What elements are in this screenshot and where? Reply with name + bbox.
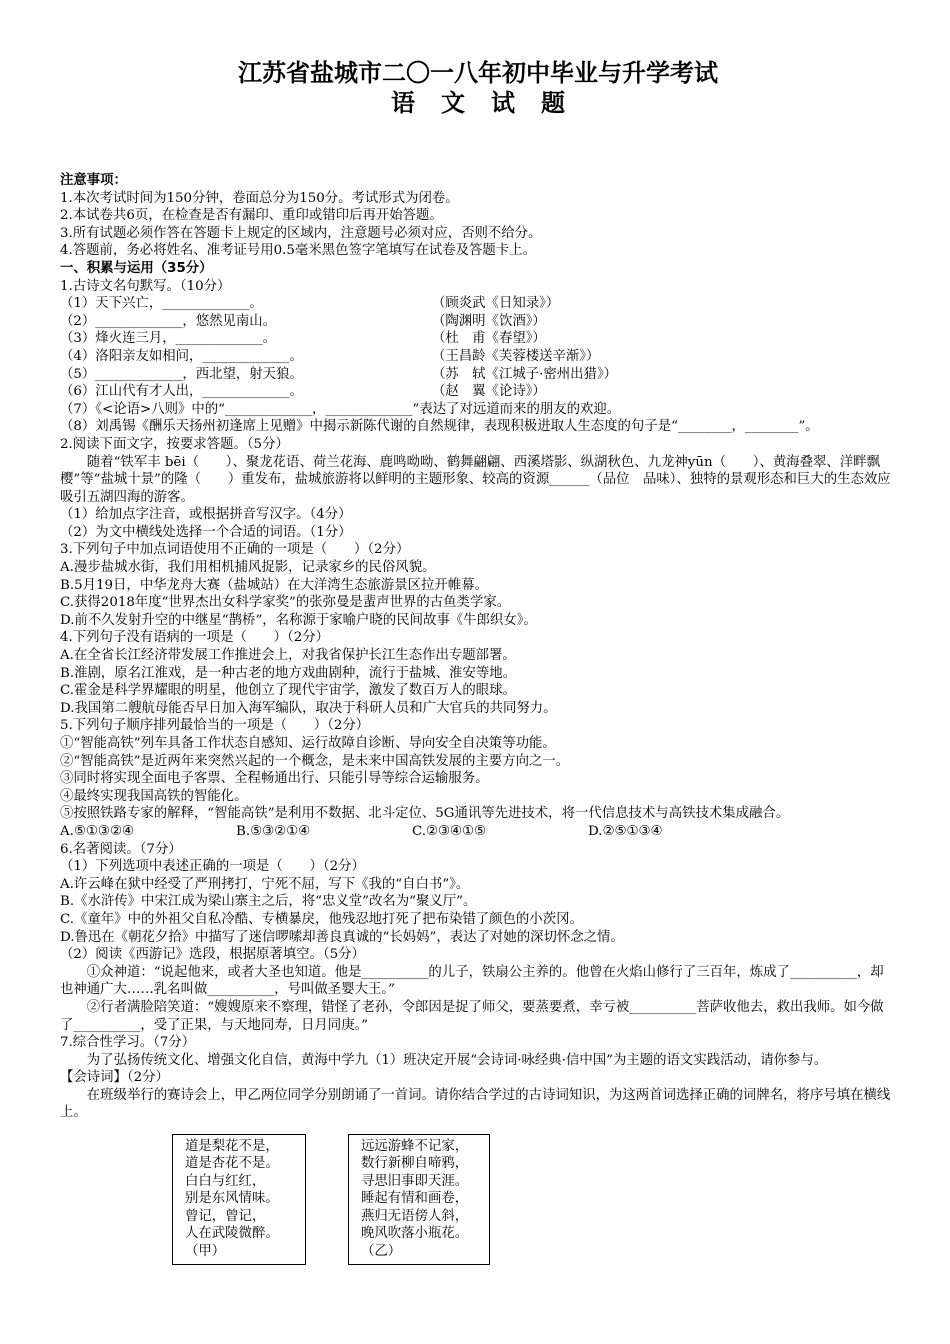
fill-paragraph: ②行者满脸陪笑道：“嫂嫂原来不察理，错怪了老孙，令郎因是捉了师父，要蒸要煮，幸亏被__________菩萨收他去，救出我师。如今做了__________，受了正果，与天地同寿，日月同庚。”: [60, 999, 884, 1033]
option-a: A.在全省长江经济带发展工作推进会上，对我省保护长江生态作出专题部署。: [60, 648, 516, 664]
question-stem: 4.下列句子没有语病的一项是（ ）（2分）: [60, 630, 330, 646]
recall-source: （王昌龄《芙蓉楼送辛渐》）: [432, 348, 600, 364]
option-d: D.前不久发射升空的中继星“鹊桥”，名称源于家喻户晓的民间故事《牛郎织女》。: [60, 612, 537, 628]
option-c: C.霍金是科学界耀眼的明星，他创立了现代宇宙学，激发了数百万人的眼球。: [60, 683, 516, 699]
part-label: 【会诗词】（2分）: [60, 1070, 169, 1086]
option-d: D.②⑤①③④: [588, 823, 663, 839]
recall-source: （陶渊明《饮酒》）: [432, 313, 546, 329]
recall-text: （2）_____________，悠然见南山。: [60, 313, 277, 329]
exam-title: 江苏省盐城市二〇一八年初中毕业与升学考试: [238, 59, 718, 87]
sentence-item: ②“智能高铁”是近两年来突然兴起的一个概念，是未来中国高铁发展的主要方向之一。: [60, 753, 570, 769]
option-c: C.《童年》中的外祖父自私冷酷、专横暴戾，他残忍地打死了把布染错了颜色的小茨冈。: [60, 911, 583, 927]
notice-heading: 注意事项：: [60, 173, 127, 188]
recall-source: （杜 甫《春望》）: [432, 331, 546, 347]
poem-line: 别是东风情味。: [185, 1191, 279, 1207]
poem-recall-item: [60, 348, 896, 366]
notice-item: 3.所有试题必须作答在答题卡上规定的区域内，注意题号必须对应，否则不给分。: [60, 225, 542, 241]
poem-box-a: [172, 1134, 306, 1265]
option-a: A.⑤①③②④: [60, 823, 134, 839]
sub-question: （2）为文中横线处选择一个合适的词语。（1分）: [60, 524, 352, 540]
poem-line: 晚风吹落小瓶花。: [361, 1226, 469, 1242]
recall-text: （4）洛阳亲友如相问，_____________。: [60, 348, 303, 364]
question-stem: 7.综合性学习。（7分）: [60, 1035, 196, 1051]
poem-line: 曾记，曾记，: [185, 1208, 266, 1224]
poem-recall-item: [60, 330, 896, 348]
poem-recall-item: [60, 313, 896, 331]
notice-item: 4.答题前，务必将姓名、准考证号用0.5毫米黑色签字笔填写在试卷及答题卡上。: [60, 243, 536, 259]
poem-recall-item: [60, 366, 896, 384]
poem-line: 远远游蜂不记家，: [361, 1139, 469, 1155]
poem-recall-item: （8）刘禹锡《酬乐天扬州初逢席上见赠》中揭示新陈代谢的自然规律，表现积极进取人生态度的句子是“________，________”。: [60, 419, 819, 435]
sub-question: （1）给加点字注音，或根据拼音写汉字。（4分）: [60, 507, 352, 523]
poem-recall-item: [60, 383, 896, 401]
recall-text: （6）江山代有才人出，_____________。: [60, 384, 303, 400]
question-stem: 2.阅读下面文字，按要求答题。（5分）: [60, 436, 289, 452]
question-stem: 6.名著阅读。（7分）: [60, 841, 182, 857]
reading-passage: 随着“铁军丰 bēi（ ）、聚龙花语、荷兰花海、鹿鸣呦呦、鹤舞翩翩、西溪塔影、纵湖秋色、九龙神yūn（ ）、黄海叠翠、洋畔飘樱”等“盐城十景”的隆（ ）重发布，盐城旅游将以鲜明的主题形象、较高的资源______（品位 品味）、独特的景观形态和巨大的生态效应吸引五湖四海的游客。: [60, 454, 891, 505]
part-text: 在班级举行的赛诗会上，甲乙两位同学分别朗诵了一首词。请你结合学过的古诗词知识，为这两首词选择正确的词牌名，将序号填在横线上。: [60, 1087, 891, 1121]
option-c: C.②③④①⑤: [412, 823, 487, 839]
notice-item: 2.本试卷共6页，在检查是否有漏印、重印或错印后再开始答题。: [60, 208, 443, 224]
option-b: B.淮剧，原名江淮戏，是一种古老的地方戏曲剧种，流行于盐城、淮安等地。: [60, 665, 516, 681]
poem-label: （乙）: [361, 1243, 402, 1259]
option-row: [60, 823, 896, 841]
poem-line: 人在武陵微醉。: [185, 1226, 279, 1242]
sentence-item: ③同时将实现全面电子客票、全程畅通出行、只能引导等综合运输服务。: [60, 771, 489, 787]
recall-text: （3）烽火连三月，_____________。: [60, 331, 277, 347]
exam-page: [60, 58, 896, 1265]
poem-line: 白白与红红，: [185, 1173, 266, 1189]
poem-line: 道是杏花不是。: [185, 1156, 279, 1172]
question-stem: 3.下列句子中加点词语使用不正确的一项是（ ）（2分）: [60, 542, 410, 558]
option-d: D.鲁迅在《朝花夕拾》中描写了迷信啰嗦却善良真诚的“长妈妈”，表达了对她的深切怀念之情。: [60, 929, 624, 945]
fill-paragraph: ①众神道：“说起他来，或者大圣也知道。他是__________的儿子，铁扇公主养的。他曾在火焰山修行了三百年，炼成了__________，却也神通广大……乳名叫做__________，号叫做圣婴大王。”: [60, 964, 884, 998]
poem-box-b: [348, 1134, 490, 1265]
option-b: B.《水浒传》中宋江成为梁山寨主之后，将“忠义堂”改名为“聚义厅”。: [60, 894, 477, 910]
option-a: A.许云峰在狱中经受了严刑拷打，宁死不屈，写下《我的“自白书”》。: [60, 876, 470, 892]
poem-line: 道是梨花不是，: [185, 1139, 279, 1155]
recall-text: （1）天下兴亡，_____________。: [60, 296, 263, 312]
sentence-item: ①“智能高铁”列车具备工作状态自感知、运行故障自诊断、导向安全自决策等功能。: [60, 736, 556, 751]
notice-item: 1.本次考试时间为150分钟，卷面总分为150分。考试形式为闭卷。: [60, 190, 459, 206]
option-d: D.我国第二艘航母能否早日加入海军编队，取决于科研人员和广大官兵的共同努力。: [60, 700, 557, 716]
recall-source: （赵 翼《论诗》）: [432, 384, 546, 400]
question-stem: 1.古诗文名句默写。（10分）: [60, 278, 231, 294]
poem-recall-item: （7）《<论语>八则》中的“_____________，_____________”表达了对远道而来的朋友的欢迎。: [60, 401, 621, 417]
sub-question: （2）阅读《西游记》选段，根据原著填空。（5分）: [60, 947, 365, 963]
sentence-item: ④最终实现我国高铁的智能化。: [60, 788, 248, 804]
activity-intro: 为了弘扬传统文化、增强文化自信，黄海中学九（1）班决定开展“会诗词·咏经典·信中国”为主题的语文实践活动，请你参与。: [86, 1052, 828, 1068]
poem-label: （甲）: [185, 1243, 226, 1259]
question-stem: 5.下列句子顺序排列最恰当的一项是（ ）（2分）: [60, 718, 370, 734]
option-c: C.获得2018年度“世界杰出女科学家奖”的张弥曼是蜚声世界的古鱼类学家。: [60, 595, 511, 611]
option-b: B.⑤③②①④: [236, 823, 311, 839]
section-heading: 一、积累与运用（35分）: [60, 260, 213, 276]
poem-line: 睡起有情和画卷，: [361, 1191, 469, 1207]
poem-recall-item: [60, 295, 896, 313]
recall-text: （5）_____________，西北望，射天狼。: [60, 366, 303, 382]
poem-boxes: [172, 1134, 896, 1265]
option-b: B.5月19日，中华龙舟大赛（盐城站）在大洋湾生态旅游景区拉开帷幕。: [60, 577, 488, 593]
sentence-item: ⑤按照铁路专家的解释，“智能高铁”是利用不数据、北斗定位、5G通讯等先进技术，将一代信息技术与高铁技术集成融合。: [60, 806, 790, 822]
poem-line: 燕归无语傍人斜，: [361, 1208, 469, 1224]
poem-line: 寻思旧事即天涯。: [361, 1173, 469, 1189]
exam-subtitle: 语文试题: [391, 89, 591, 117]
poem-line: 数行新柳自啼鸦，: [361, 1156, 469, 1172]
option-a: A.漫步盐城水街，我们用相机捕风捉影，记录家乡的民俗风貌。: [60, 560, 436, 576]
recall-source: （苏 轼《江城子·密州出猎》）: [432, 366, 618, 382]
recall-source: （顾炎武《日知录》）: [432, 296, 560, 312]
sub-question: （1）下列选项中表述正确的一项是（ ）（2分）: [60, 859, 365, 875]
